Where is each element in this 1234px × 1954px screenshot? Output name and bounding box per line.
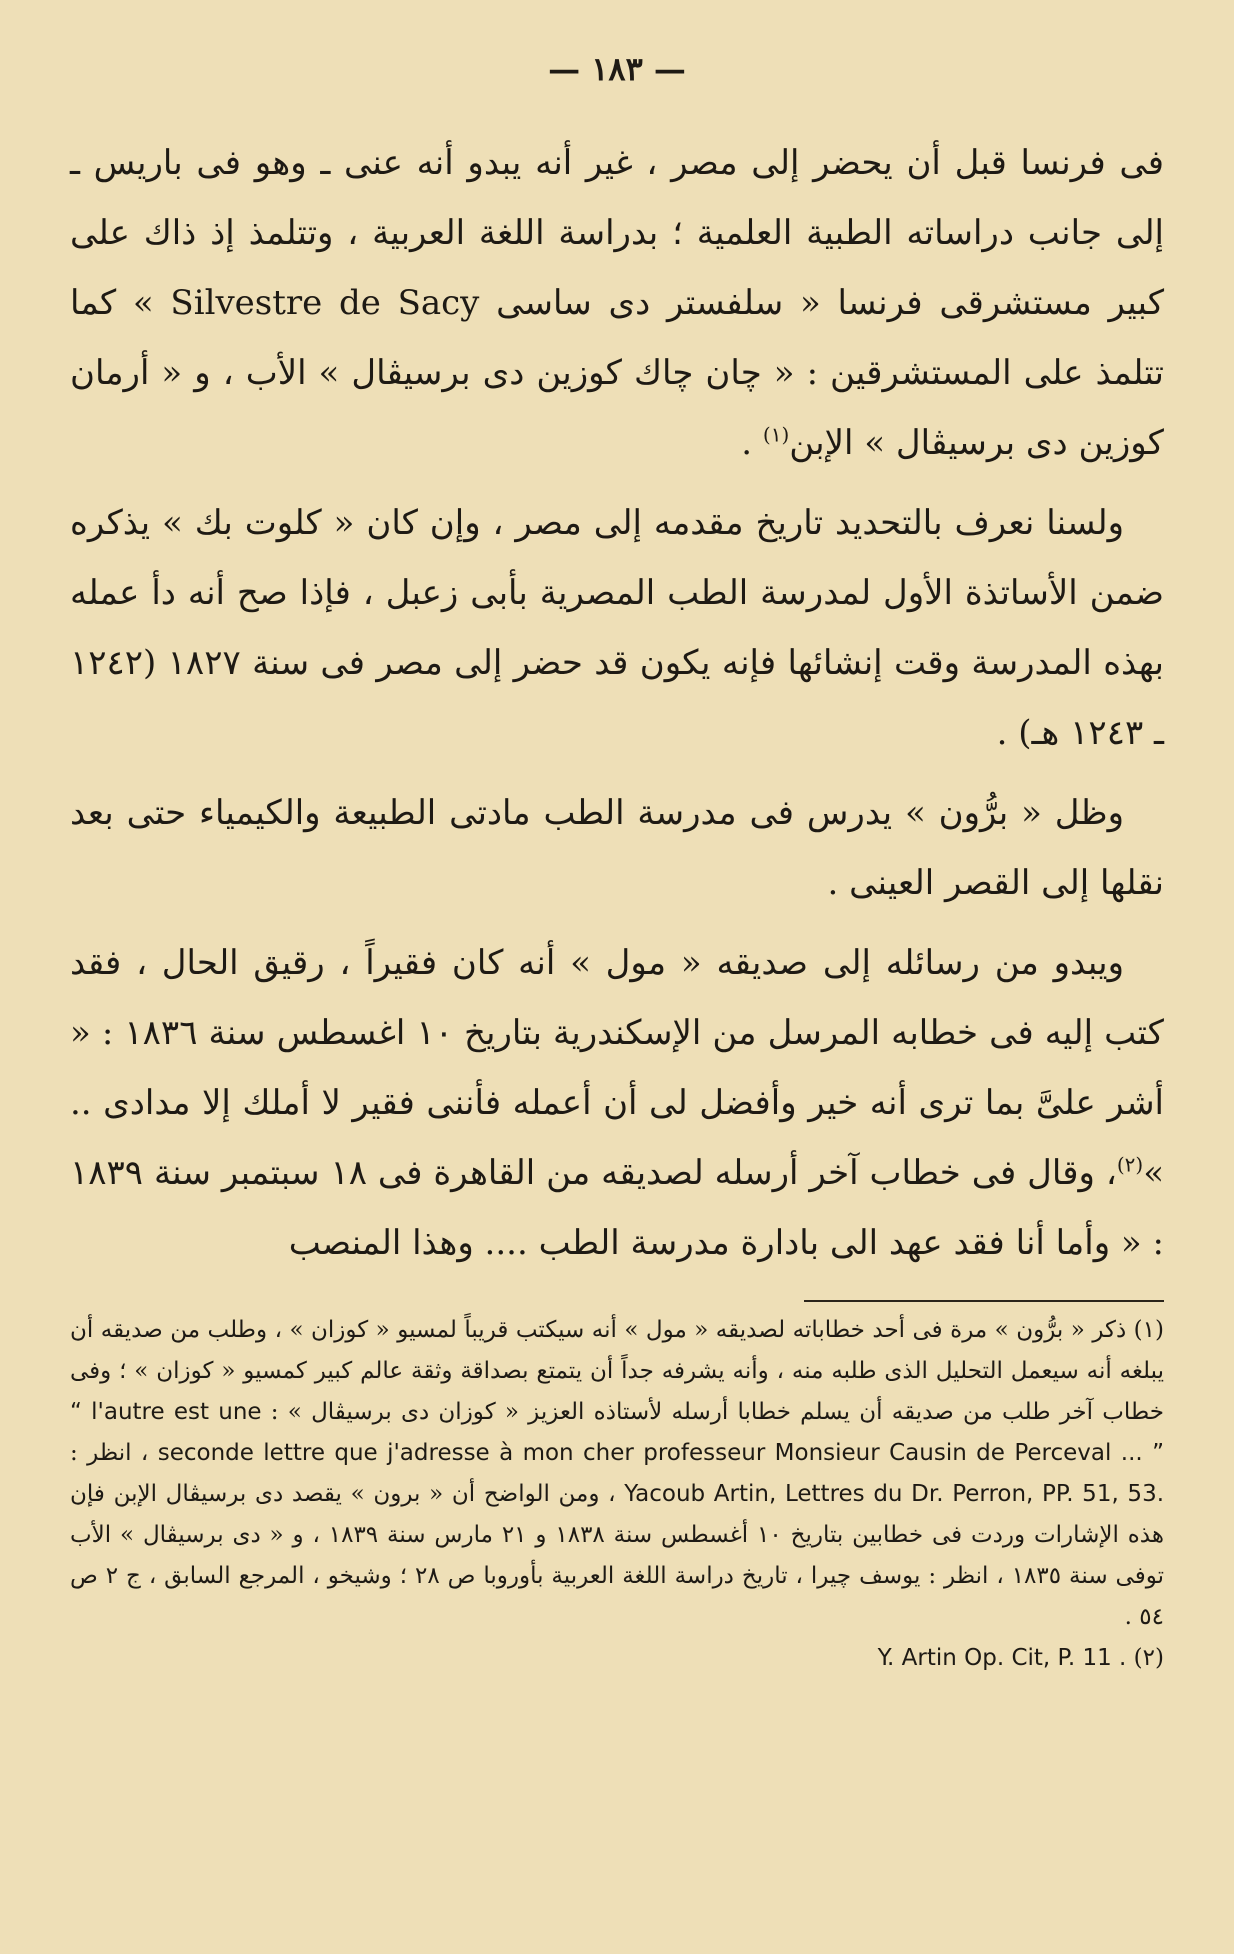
paragraph-4-continuation: ، وقال فى خطاب آخر أرسله لصديقه من القاهرة فى ١٨ سبتمبر سنة ١٨٣٩ : « وأما أنا فقد عهد الى بادارة مدرسة الطب .... وهذا المنصب	[70, 1153, 1164, 1263]
main-text	[70, 128, 1164, 1278]
footnote-1-citation: Yacoub Artin, Lettres du Dr. Perron, PP. 51, 53.	[624, 1481, 1165, 1507]
footnote-1	[70, 1310, 1164, 1638]
footnote-2-citation: Y. Artin Op. Cit, P. 11 .	[877, 1645, 1127, 1671]
footnote-1-continuation: ، ومن الواضح أن « برون » يقصد دى برسيڤال الإبن فإن هذه الإشارات وردت فى خطابين بتاريخ ١٠ أغسطس سنة ١٨٣٨ و ٢١ مارس سنة ١٨٣٩ ، و « دى برسيڤال » الأب توفى سنة ١٨٣٥ ، انظر : يوسف چيرا ، تاريخ دراسة اللغة العربية بأوروبا ص ٢٨ ؛ وشيخو ، المرجع السابق ، ج ٢ ص ٥٤ .	[70, 1481, 1165, 1630]
footnote-ref-2: (٢)	[1116, 1152, 1144, 1177]
paragraph-4-text: ويبدو من رسائله إلى صديقه « مول » أنه كان فقيراً ، رقيق الحال ، فقد كتب إليه فى خطابه المرسل من الإسكندرية بتاريخ ١٠ اغسطس سنة ١٨٣٦ : « أشر علىَّ بما ترى أنه خير وأفضل لى أن أعمله فأننى فقير لا أملك إلا مدادى .. »	[70, 943, 1164, 1193]
footnote-2-number: (٢)	[1133, 1645, 1164, 1671]
footnote-2	[70, 1638, 1164, 1679]
paragraph-1-text: فى فرنسا قبل أن يحضر إلى مصر ، غير أنه يبدو أنه عنى ـ وهو فى باريس ـ إلى جانب دراساته الطبية العلمية ؛ بدراسة اللغة العربية ، وتتلمذ إذ ذاك على كبير مستشرقى فرنسا « سلفستر دى ساسى Silvestre de Sacy » كما تتلمذ على المستشرقين : « چان چاك كوزين دى برسيڤال » الأب ، و « أرمان كوزين دى برسيڤال » الإبن	[70, 143, 1165, 463]
footnotes	[70, 1310, 1164, 1679]
paragraph-3: وظل « برُّون » يدرس فى مدرسة الطب مادتى الطبيعة والكيمياء حتى بعد نقلها إلى القصر العينى .	[70, 793, 1164, 903]
paragraph-4	[70, 928, 1164, 1278]
page-number: — ١٨٣ —	[548, 50, 686, 88]
paragraph-2: ولسنا نعرف بالتحديد تاريخ مقدمه إلى مصر ، وإن كان « كلوت بك » يذكره ضمن الأساتذة الأول لمدرسة الطب المصرية بأبى زعبل ، فإذا صح أنه دأ عمله بهذه المدرسة وقت إنشائها فإنه يكون قد حضر إلى مصر فى سنة ١٨٢٧ (١٢٤٢ ـ ١٢٤٣ هـ) .	[70, 503, 1164, 753]
footnote-1-see: ، انظر :	[70, 1440, 149, 1466]
footnote-1-text: (١) ذكر « برُّون » مرة فى أحد خطاباته لصديقه « مول » أنه سيكتب قريباً لمسيو « كوزان » ، وطلب من صديقه أن يبلغه أنه سيعمل التحليل الذى طلبه منه ، وأنه يشرفه جداً أن يتمتع بصداقة وثقة عالم كبير كمسيو « كوزان » ؛ وفى خطاب آخر طلب من صديقه أن يسلم خطابا أرسله لأستاذه العزيز « كوزان دى برسيڤال » :	[70, 1317, 1165, 1425]
footnote-1-french-quote: “ l'autre est une seconde lettre que j'adresse à mon cher professeur Monsieur Causin de Perceval ... ”	[70, 1399, 1165, 1466]
footnote-ref-1: (١)	[762, 422, 790, 447]
paragraph-1: فى فرنسا قبل أن يحضر إلى مصر ، غير أنه يبدو أنه عنى ـ وهو فى باريس ـ إلى جانب دراساته الطبية العلمية ؛ بدراسة اللغة العربية ، وتتلمذ إذ ذاك على كبير مستشرقى فرنسا « سلفستر دى ساسى Silvestre de Sacy » كما تتلمذ على المستشرقين : « چان چاك كوزين دى برسيڤال » الأب ، و « أرمان كوزين دى برسيڤال » الإبن$^{(١)}$ .	[70, 143, 1165, 463]
footnote-divider	[804, 1300, 1164, 1302]
